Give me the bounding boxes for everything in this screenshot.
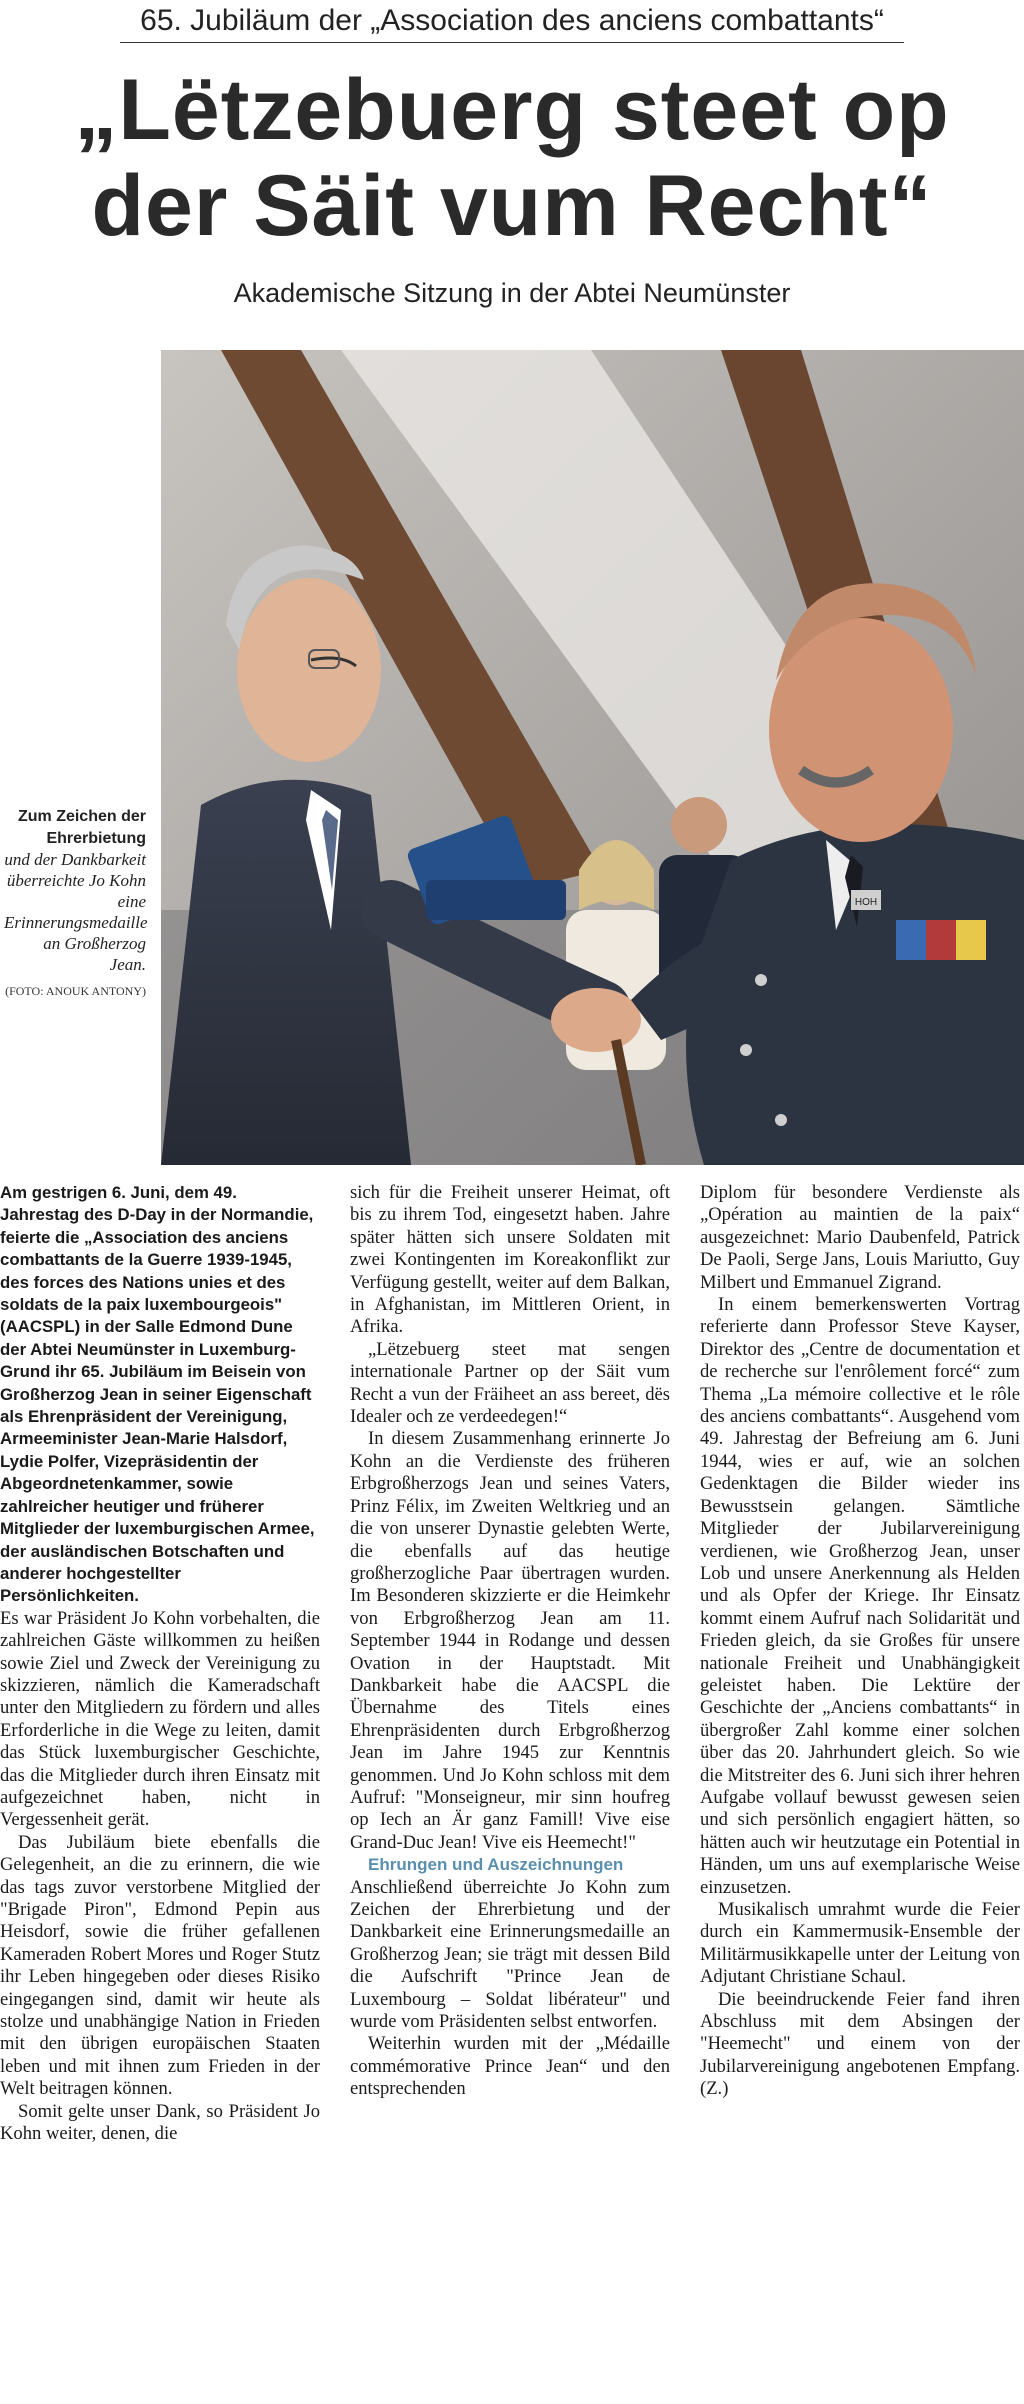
caption-line-2: Ehrerbietung: [46, 830, 146, 847]
article-paragraph: Musikalisch umrahmt wurde die Feier durch ein Kammermusik-Ensemble der Militärmusikkapelle unter der Leitung von Adjutant Christiane Schaul.: [700, 1899, 1020, 1988]
article-paragraph: [700, 1989, 1020, 2101]
kicker: 65. Jubiläum der „Association des anciens combattants“: [140, 4, 884, 37]
section-subheading: Ehrungen und Auszeichnungen: [368, 1855, 624, 1875]
caption-line-1: Zum Zeichen der: [17, 808, 146, 825]
subheadline: Akademische Sitzung in der Abtei Neumünster: [233, 278, 791, 308]
photo-credit: (FOTO: ANOUK ANTONY): [5, 984, 146, 998]
article-column-3: [700, 1182, 1020, 2404]
background-officer: [671, 797, 727, 853]
article-paragraph: Anschließend überreichte Jo Kohn zum Zeichen der Ehrerbietung und der Dankbarkeit eine Erinnerungsmedaille an Großherzog Jean; sie trägt mit dessen Bild die Aufschrift "Prince Jean de Luxembourg – Soldat libérateur" und wurde vom Präsidenten selbst entworfen.: [350, 1876, 670, 2033]
kicker-rule: [120, 42, 904, 43]
name-tag: HOH: [854, 897, 878, 908]
article-photo: [161, 350, 1024, 1165]
article-column-1: [0, 1182, 320, 2404]
article-paragraph: Diplom für besondere Verdienste als „Opération au maintien de la paix“ ausgezeichnet: Mario Daubenfeld, Patrick De Paoli, Serge Jans, Louis Mariutto, Guy Milbert und Emmanuel Zigrand.: [700, 1182, 1020, 1293]
article-paragraph: „Lëtzebuerg steet mat sengen internationale Partner op der Säit vum Recht a vun der Fräiheet an ass bereet, dës Idealer och ze verdeedegen!“: [350, 1338, 670, 1428]
handshake: [551, 988, 641, 1052]
photo-caption: [4, 805, 146, 1002]
headline: [0, 62, 1024, 254]
author-signature: (Z.): [700, 2078, 729, 2100]
article-paragraph: sich für die Freiheit unserer Heimat, oft bis zu ihrem Tod, eingesetzt haben. Jahre später hätten sich unsere Soldaten mit zwei Kontingenten im Koreakonflikt zur Verfügung gestellt, weiter auf dem Balkan, in Afghanistan, im Mittleren Orient, in Afrika.: [350, 1182, 670, 1338]
article-lead: Am gestrigen 6. Juni, dem 49. Jahrestag des D-Day in der Normandie, feierte die „Association des anciens combattants de la Guerre 1939-1945, des forces des Nations unies et des soldats de la paix luxembourgeois" (AACSPL) in der Salle Edmond Dune der Abtei Neumünster in Luxemburg-Grund ihr 65. Jubiläum im Beisein von Großherzog Jean in seiner Eigenschaft als Ehrenpräsident der Vereinigung, Armeeminister Jean-Marie Halsdorf, Lydie Polfer, Vizepräsidentin der Abgeordnetenkammer, sowie zahlreicher heutiger und früherer Mitglieder der luxemburgischen Armee, der ausländischen Botschaften und anderer hochgestellter Persönlichkeiten.: [0, 1183, 315, 1606]
article-paragraph: In einem bemerkenswerten Vortrag referierte dann Professor Steve Kayser, Direktor des „Centre de documentation et de recherche sur l'enrôlement forcé“ zum Thema „La mémoire collective et le rôle des anciens combattants“. Ausgehend vom 49. Jahrestag der Befreiung am 6. Juni 1944, wies er auf, wie an solchen Gedenktagen die Bilder wieder ins Bewusstsein gelangen. Sämtliche Mitglieder der Jubilarvereinigung verdienen, wie Großherzog Jean, unser Lob und unsere Anerkennung als Helden und als Opfer der Kriege. Ihr Einsatz kommt einem Aufruf nach Solidarität und Frieden gleich, da sie Großes für unsere nationale Freiheit und Unabhängigkeit geleistet haben. Die Lektüre der Geschichte der „Anciens combattants“ in übergroßer Zahl komme einer solchen über das 20. Jahrhundert gleich. So wie die Mitstreiter des 6. Juni sich ihrer hehren Aufgabe vollauf bewusst gewesen seien und sich persönlich engagiert hätten, so hätten auch wir heutzutage ein Potential in Händen, um uns auf exemplarische Weise einzusetzen.: [700, 1294, 1020, 1898]
photo-illustration: [161, 350, 1024, 1165]
article-paragraph: Weiterhin wurden mit der „Médaille commémorative Prince Jean“ und den entsprechenden: [350, 2033, 670, 2100]
article-paragraph: In diesem Zusammenhang erinnerte Jo Kohn an die Verdienste des früheren Erbgroßherzogs Jean und seines Vaters, Prinz Félix, im Zweiten Weltkrieg und an die von unserer Dynastie gelebten Werte, die ebenfalls auf das heutige großherzogliche Paar übertragen wurden. Im Besonderen skizzierte er die Heimkehr von Erbgroßherzog Jean am 11. September 1944 in Rodange und dessen Ovation in der Hauptstadt. Mit Dankbarkeit habe die AACSPL die Übernahme des Titels eines Ehrenpräsidenten durch Erbgroßherzog Jean im Jahre 1945 zur Kenntnis genommen. Und Jo Kohn schloss mit dem Aufruf: "Monseigneur, mir sinn houfreg op Iech an Är ganz Famill! Vive eise Grand-Duc Jean! Vive eis Heemecht!": [350, 1428, 670, 1853]
article-paragraph: Das Jubiläum biete ebenfalls die Gelegenheit, an die zu erinnern, die wie das tags zuvor verstorbene Mitglied der "Brigade Piron", Edmond Pepin aus Heisdorf, sowie die früher gefallenen Kameraden Robert Mores und Roger Stutz ihr Leben hingegeben oder dieses Risiko eingegangen sind, damit wir heute als stolze und unabhängige Nation in Frieden mit den übrigen europäischen Staaten leben und mit ihnen zum Frieden in der Welt beitragen können.: [0, 1831, 320, 2100]
caption-text: und der Dankbarkeit überreichte Jo Kohn eine Erinnerungsmedaille an Großherzog Jean.: [4, 850, 148, 974]
article-paragraph: Somit gelte unser Dank, so Präsident Jo Kohn weiter, denen, die: [0, 2100, 320, 2145]
closing-text: Die beeindruckende Feier fand ihren Abschluss mit dem Absingen der "Heemecht" und einem von der Jubilarvereinigung angebotenen Empfang.: [700, 1988, 1020, 2077]
headline-line-2: der Säit vum Recht“: [91, 158, 933, 254]
headline-line-1: „Lëtzebuerg steet op: [74, 62, 950, 158]
article-body: [0, 1182, 1024, 2404]
article-column-2: [350, 1182, 670, 2404]
article-paragraph: Es war Präsident Jo Kohn vorbehalten, die zahlreichen Gäste willkommen zu heißen sowie Ziel und Zweck der Vereinigung zu skizzieren, nämlich die Kameradschaft unter den Mitgliedern zu fördern und alles Erforderliche in die Wege zu leiten, damit das Stück luxemburgischer Geschichte, das die Mitglieder durch ihren Einsatz mit aufgezeichnet haben, nicht in Vergessenheit gerät.: [0, 1607, 320, 1831]
